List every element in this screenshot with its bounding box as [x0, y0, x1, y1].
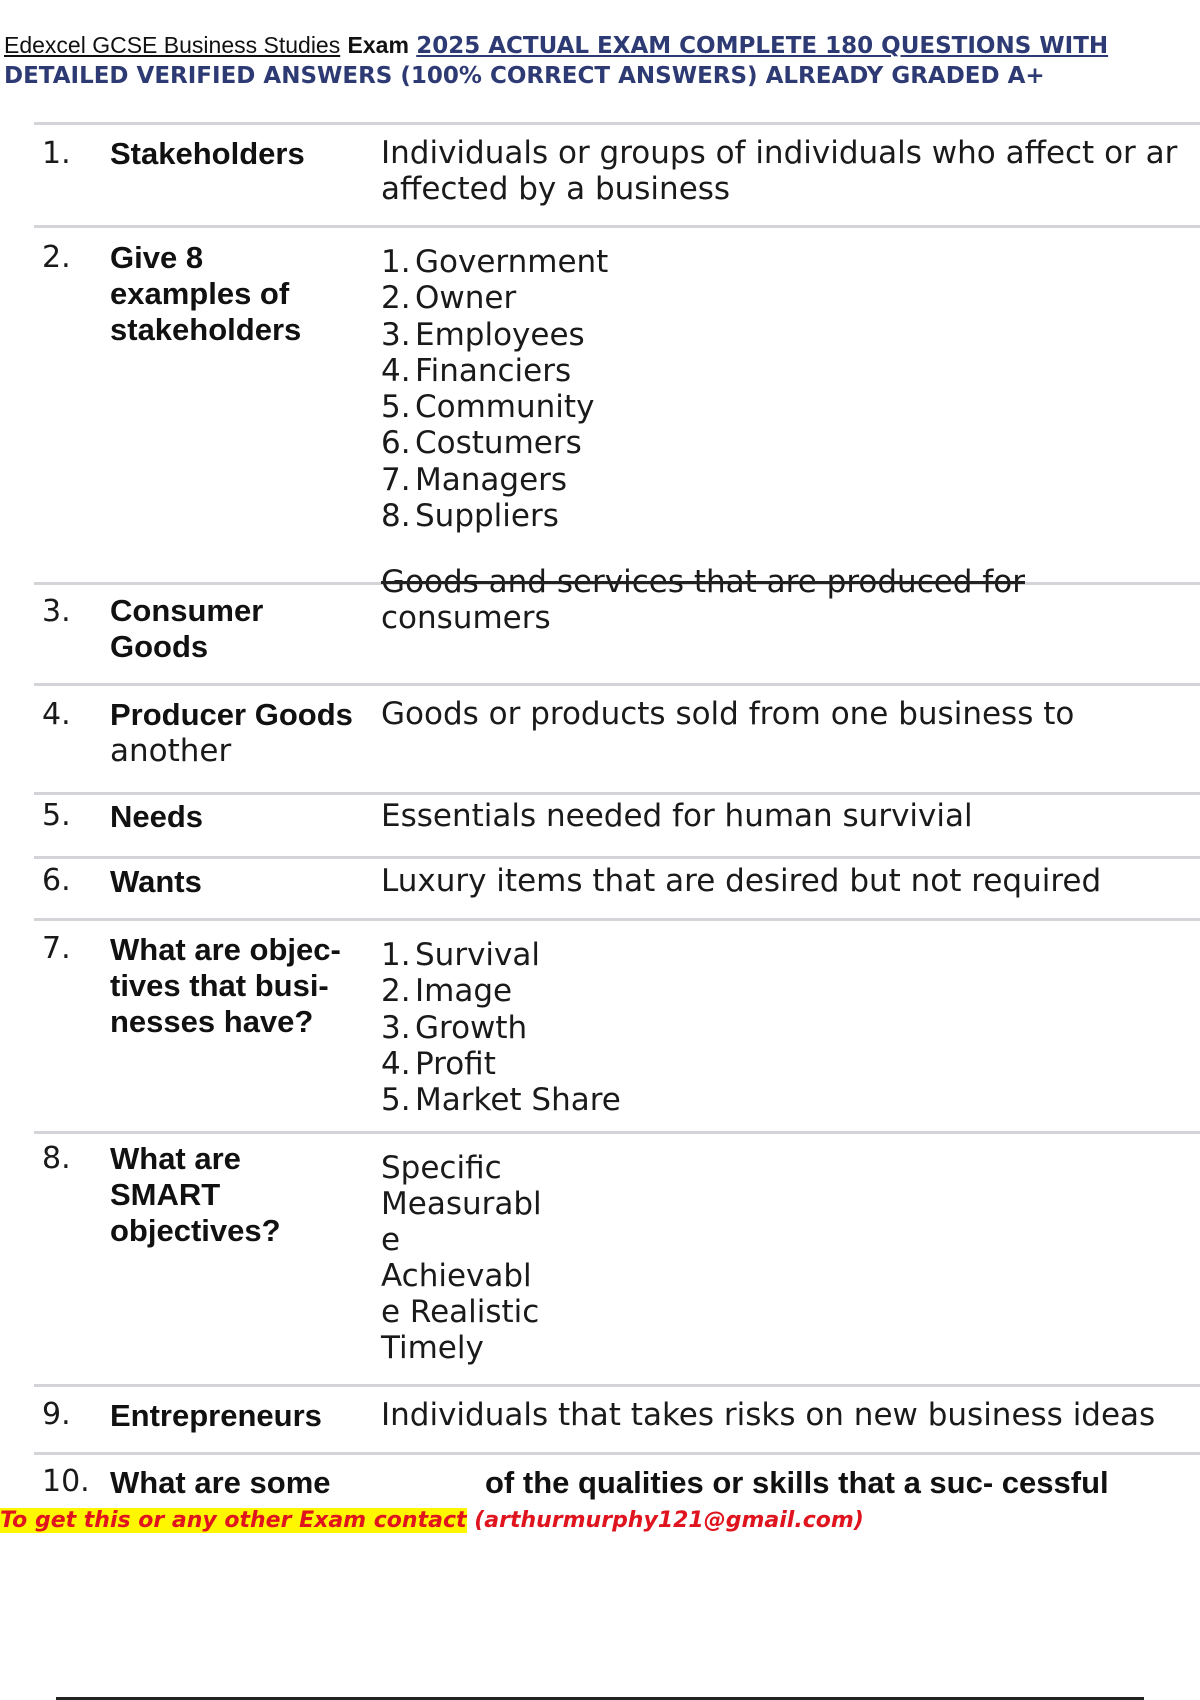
- list-item: 5. Community: [381, 389, 595, 426]
- row-term: Stakeholders: [110, 136, 305, 171]
- definition-line: e: [381, 1222, 401, 1258]
- list-item: 1. Survival: [381, 937, 540, 973]
- row-definition: Individuals that takes risks on new business ideas: [381, 1397, 1156, 1433]
- list-item: 6. Costumers: [381, 425, 582, 462]
- definition-line: consumers: [381, 600, 551, 636]
- row-term: [110, 593, 263, 665]
- contact-email: (arthurmurphy121@gmail.com): [474, 1508, 864, 1533]
- definition-line: e Realistic: [381, 1294, 540, 1330]
- row-term: What are some: [110, 1465, 331, 1500]
- row-number: 6.: [42, 863, 71, 898]
- term-line: examples of: [110, 276, 290, 311]
- row-divider: [34, 1452, 1200, 1455]
- row-term: [110, 240, 301, 348]
- row-divider: [34, 792, 1200, 795]
- title-exam-detail: 2025 ACTUAL EXAM COMPLETE 180 QUESTIONS WITH: [416, 33, 1109, 59]
- definition-line: Achievabl: [381, 1258, 532, 1294]
- row-term: Producer Goods: [110, 697, 353, 732]
- row-divider: [34, 918, 1200, 921]
- row-number: 9.: [42, 1397, 71, 1432]
- list-item: 4. Profit: [381, 1045, 496, 1082]
- definition-line: affected by a business: [381, 171, 731, 207]
- row-number: 5.: [42, 798, 71, 833]
- row-divider: [34, 683, 1200, 686]
- row-definition: Goods or products sold from one business to: [381, 696, 1075, 732]
- title-line-2: DETAILED VERIFIED ANSWERS (100% CORRECT ANSWERS) ALREADY GRADED A+: [4, 63, 1045, 89]
- term-line: Consumer: [110, 593, 264, 628]
- list-item: 5. Market Share: [381, 1082, 621, 1119]
- term-line: tives that busi-: [110, 968, 329, 1003]
- term-line: objectives?: [110, 1213, 281, 1248]
- row-number: 10.: [42, 1464, 90, 1499]
- row-divider: [34, 225, 1200, 228]
- title-exam: Exam: [347, 32, 409, 58]
- term-line: SMART: [110, 1177, 221, 1212]
- row-number: 2.: [42, 240, 71, 275]
- definition-line: Timely: [381, 1330, 484, 1366]
- title-course: Edexcel GCSE Business Studies: [4, 32, 341, 58]
- title-line-1: [4, 30, 1198, 61]
- definition-line: Goods and services that are produced for: [381, 564, 1025, 600]
- contact-footer: [0, 1506, 864, 1536]
- term-line: Goods: [110, 629, 209, 664]
- definition-line: Specific: [381, 1150, 502, 1186]
- contact-highlight: To get this or any other Exam contact: [0, 1508, 467, 1533]
- row-divider: [34, 1384, 1200, 1387]
- definition-continuation: another: [110, 733, 232, 769]
- list-item: 7. Managers: [381, 461, 568, 498]
- row-term: Entrepreneurs: [110, 1398, 322, 1433]
- row-number: 8.: [42, 1141, 71, 1176]
- row-divider: [34, 856, 1200, 859]
- row-number: 7.: [42, 931, 71, 966]
- row-definition: Luxury items that are desired but not required: [381, 863, 1102, 899]
- row-term: Needs: [110, 799, 204, 834]
- row-number: 3.: [42, 594, 71, 629]
- row-definition: [381, 564, 1025, 636]
- definition-line: Measurabl: [381, 1186, 542, 1222]
- term-line: stakeholders: [110, 312, 302, 347]
- row-number: 1.: [42, 136, 71, 171]
- row-term-continuation: of the qualities or skills that a suc- cessful: [485, 1465, 1109, 1500]
- stakeholder-list: [381, 244, 608, 534]
- list-item: 3. Employees: [381, 316, 585, 353]
- list-item: 2. Image: [381, 973, 513, 1010]
- term-line: nesses have?: [110, 1004, 314, 1039]
- term-line: Give 8: [110, 240, 204, 275]
- row-term: [110, 1141, 281, 1249]
- term-line: What are: [110, 1141, 241, 1176]
- row-divider: [34, 122, 1200, 125]
- row-term: Wants: [110, 864, 202, 899]
- row-definition: Essentials needed for human survivial: [381, 798, 973, 834]
- term-line: What are objec-: [110, 932, 341, 967]
- row-number: 4.: [42, 697, 71, 732]
- row-divider: [34, 1131, 1200, 1134]
- row-definition: [381, 1150, 542, 1366]
- list-item: 4. Financiers: [381, 352, 572, 389]
- row-definition: [381, 135, 1177, 207]
- list-item: 3. Growth: [381, 1009, 528, 1046]
- list-item: 8. Suppliers: [381, 498, 559, 535]
- objectives-list: [381, 937, 621, 1118]
- document-title: [4, 30, 1198, 91]
- list-item: 2. Owner: [381, 280, 517, 317]
- definition-line: Individuals or groups of individuals who affect or ar: [381, 135, 1178, 171]
- list-item: 1. Government: [381, 244, 609, 280]
- row-term: [110, 932, 341, 1040]
